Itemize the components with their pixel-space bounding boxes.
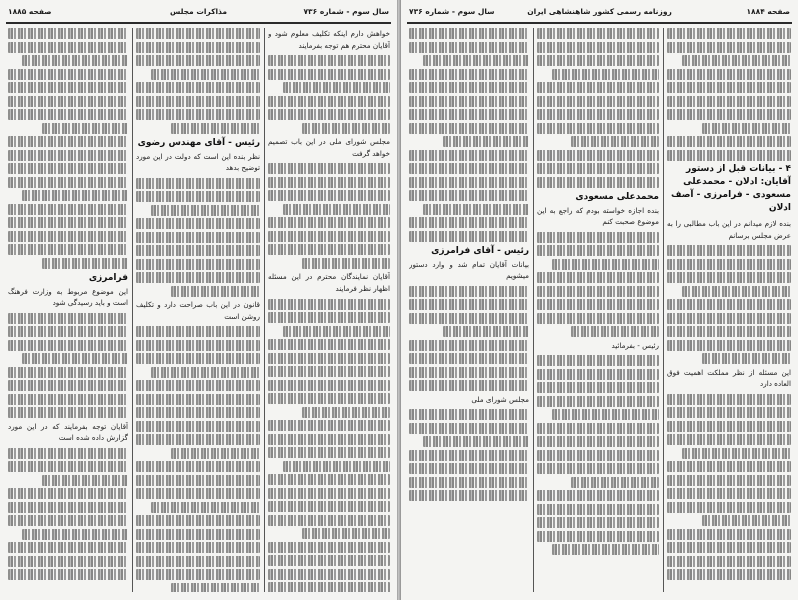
speaker-name: رئیس - آقای فرامرزی [431,245,529,256]
paragraph: این مسئله از نظر مملکت اهمیت فوق العاده دارد [667,367,791,389]
paragraph: این موضوع مربوط به وزارت فرهنگ است و باید رسیدگی شود [8,286,128,308]
right-page-header [407,0,792,24]
left-page [0,0,397,600]
column-divider [533,28,534,592]
right-column-2 [537,28,659,592]
left-issue-info: سال سوم - شماره ۷۳۶ [303,7,389,16]
speaker-name: رئیس - آقای مهندس رضوی [137,137,260,148]
paragraph: بنده اجازه خواسته بودم که راجع به این موضوع صحبت کنم [537,205,659,227]
left-column-1 [268,28,390,592]
column-divider [132,28,133,592]
paragraph: خواهش دارم اینکه تکلیف معلوم شود و آقایان محترم هم توجه بفرمایند [268,29,390,50]
speaker-name: فرامرزی [88,272,128,283]
paragraph: مجلس شورای ملی در این باب تصمیم خواهد گرفت [268,137,390,158]
column-divider [264,28,265,592]
paragraph: نظر بنده این است که دولت در این مورد توضیح بدهد [136,151,260,173]
right-page-number: صفحه ۱۸۸۴ [746,7,790,16]
paragraph: بنده لازم میدانم در این باب مطالبی را به عرض مجلس برسانم [667,219,791,240]
left-column-3 [8,28,128,592]
left-page-number: صفحه ۱۸۸۵ [8,7,52,16]
column-divider [663,28,664,592]
speaker-name: محمدعلی مسعودی [575,191,659,202]
paragraph: قانون در این باب صراحت دارد و تکلیف روشن است [136,300,260,321]
paragraph: آقایان توجه بفرمایند که در این مورد گزارش داده شده است [8,421,128,443]
right-publication-title: روزنامه رسمی کشور شاهنشاهی ایران [527,7,672,16]
paragraph: رئیس - بفرمائید [611,340,659,350]
paragraph: بیانات آقایان تمام شد و وارد دستور میشویم [409,259,529,281]
paragraph: آقایان نمایندگان محترم در این مسئله اظهار نظر فرمایند [268,272,390,293]
paragraph: مجلس شورای ملی [471,394,529,404]
right-column-3 [409,28,529,592]
right-column-1 [667,28,791,592]
left-page-header [6,0,391,24]
left-publication-title: مذاکرات مجلس [169,7,228,16]
left-column-2 [136,28,260,592]
right-issue-info: سال سوم - شماره ۷۳۶ [409,7,495,16]
right-page [401,0,798,600]
section-heading: ۴ - بیانات قبل از دستور آقایان: ادلان - محمدعلی مسعودی - فرامرزی - آصف ادلان [670,164,791,213]
